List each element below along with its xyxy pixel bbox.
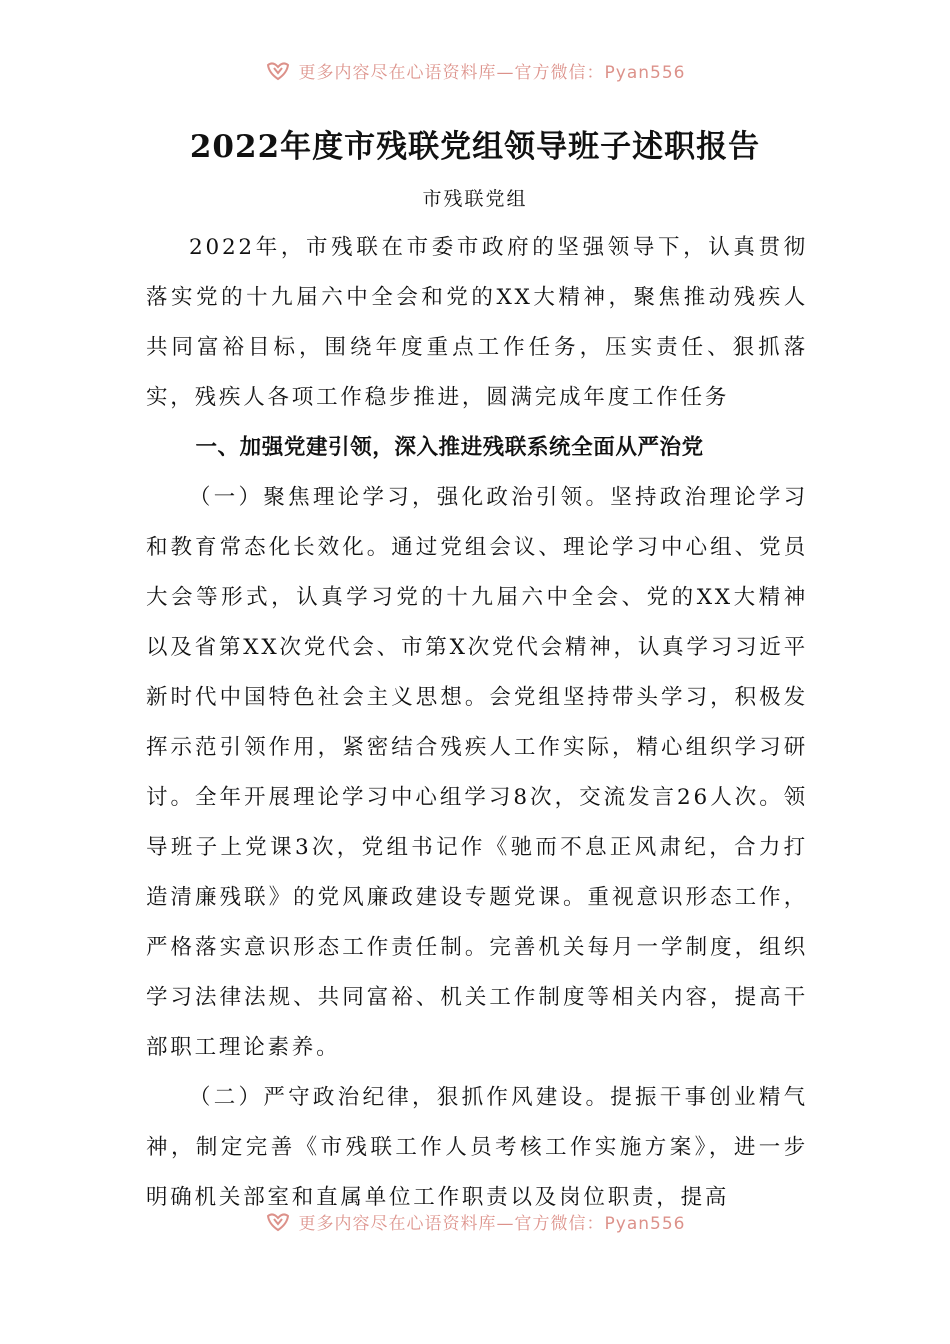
document-author: 市残联党组 xyxy=(422,188,528,210)
watermark-text: 更多内容尽在心语资料库—官方微信：Pyan556 xyxy=(298,62,686,83)
watermark-top xyxy=(0,57,950,83)
watermark-bottom xyxy=(0,1208,950,1234)
watermark-logo-icon xyxy=(265,1210,291,1232)
paragraph-1: （一）聚焦理论学习，强化政治引领。坚持政治理论学习和教育常态化长效化。通过党组会议、理论学习中心组、党员大会等形式，认真学习党的十九届六中全会、党的XX大精神以及省第XX次党代会、市第X次党代会精神，认真学习习近平新时代中国特色社会主义思想。会党组坚持带头学习，积极发挥示范引领作用，紧密结合残疾人工作实际，精心组织学习研讨。全年开展理论学习中心组学习8次，交流发言26人次。领导班子上党课3次，党组书记作《驰而不息正风肃纪，合力打造清廉残联》的党风廉政建设专题党课。重视意识形态工作，严格落实意识形态工作责任制。完善机关每月一学制度，组织学习法律法规、共同富裕、机关工作制度等相关内容，提高干部职工理论素养。 xyxy=(146,485,808,1060)
paragraph-intro: 2022年，市残联在市委市政府的坚强领导下，认真贯彻落实党的十九届六中全会和党的XX大精神，聚焦推动残疾人共同富裕目标，围绕年度重点工作任务，压实责任、狠抓落实，残疾人各项工作稳步推进，圆满完成年度工作任务 xyxy=(146,235,808,410)
watermark-text: 更多内容尽在心语资料库—官方微信：Pyan556 xyxy=(298,1213,686,1234)
watermark-logo-icon xyxy=(265,59,291,81)
section-heading-1: 一、加强党建引领，深入推进残联系统全面从严治党 xyxy=(195,435,704,460)
paragraph-2: （二）严守政治纪律，狠抓作风建设。提振干事创业精气神，制定完善《市残联工作人员考核工作实施方案》，进一步明确机关部室和直属单位工作职责以及岗位职责，提高 xyxy=(146,1085,808,1210)
document-title: 2022年度市残联党组领导班子述职报告 xyxy=(189,129,761,165)
document-body xyxy=(146,223,808,1223)
